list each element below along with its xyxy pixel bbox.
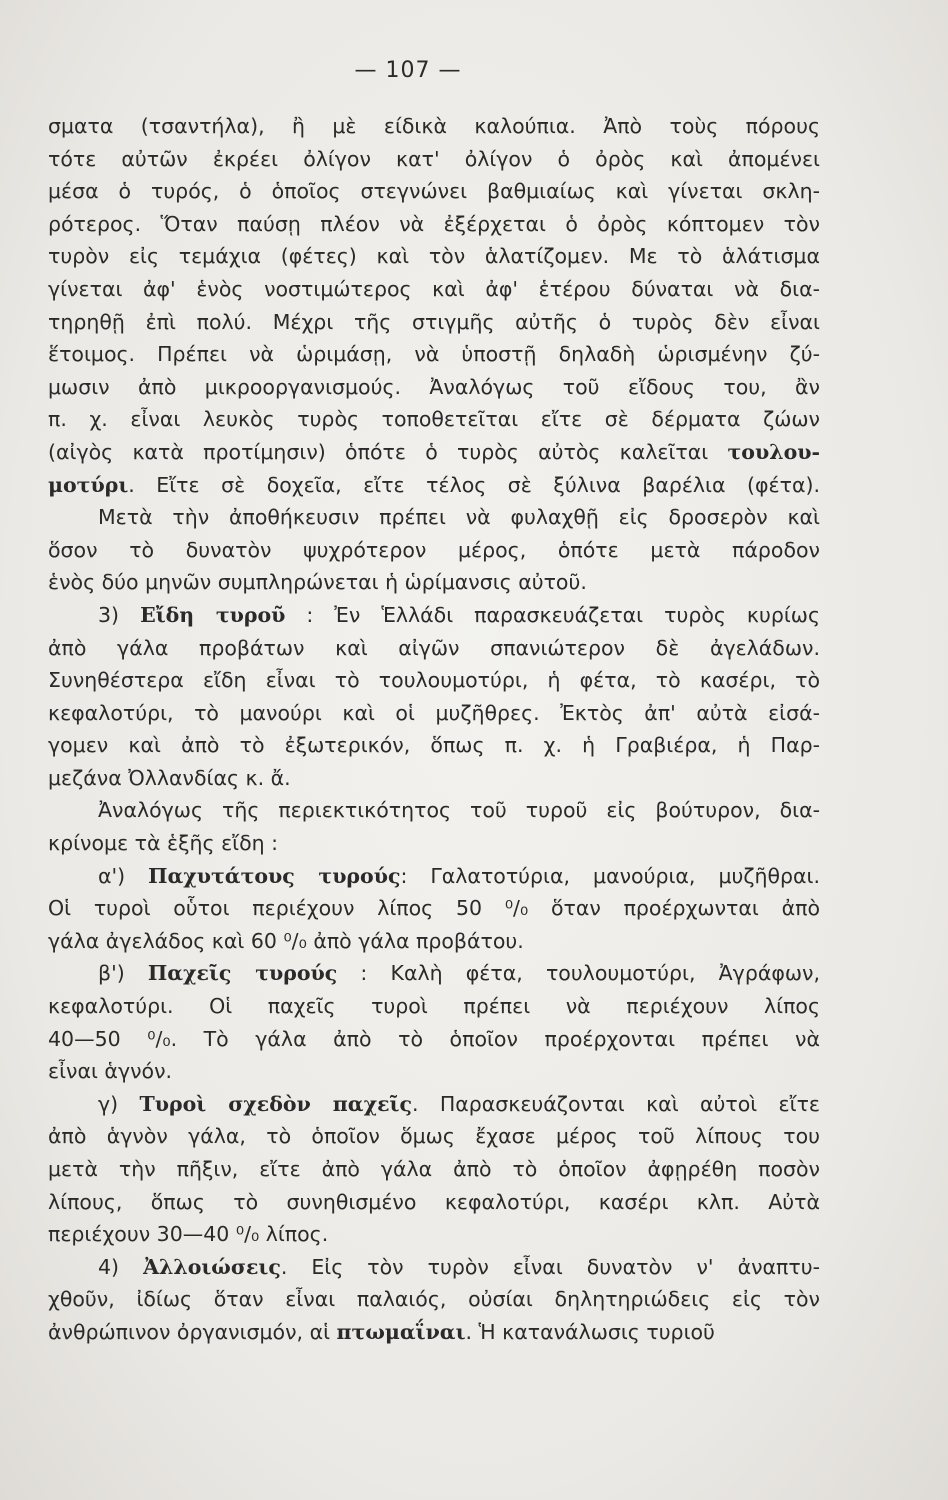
text-segment: ρότερος. Ὅταν παύσῃ πλέον νὰ ἐξέρχεται ὁ ὀρὸς κόπτομεν τὸν	[48, 211, 820, 236]
body-text	[48, 110, 820, 1349]
text-segment: β')	[98, 961, 148, 986]
text-line	[48, 794, 820, 827]
text-segment: σματα (τσαντήλα), ἢ μὲ είδικὰ καλούπια. Ἀπὸ τοὺς πόρους	[48, 114, 820, 138]
text-segment: λίπους, ὅπως τὸ συνηθισμένο κεφαλοτύρι, κασέρι κλπ. Αὐτὰ	[48, 1189, 820, 1214]
text-segment: μωσιν ἀπὸ μικροοργανισμούς. Ἀναλόγως τοῦ εἴδους του, ἂν	[48, 374, 820, 399]
text-line	[48, 175, 820, 208]
text-segment: περιέχουν 30—40 ⁰/₀ λίπος.	[48, 1222, 329, 1247]
text-segment: (αἰγὸς κατὰ προτίμησιν) ὁπότε ὁ τυρὸς αὐτὸς καλεῖται	[48, 439, 728, 464]
text-segment: κρίνομε τὰ ἑξῆς εἴδη :	[48, 831, 279, 856]
text-segment: . Παρασκευάζονται καὶ αὐτοὶ εἴτε	[411, 1091, 820, 1116]
page-number: — 107 —	[354, 58, 462, 83]
text-segment: ἕτοιμος. Πρέπει νὰ ὡριμάσῃ, νὰ ὑποστῇ δηλαδὴ ὡρισμένην ζύ-	[48, 342, 820, 367]
text-segment: ὅσον τὸ δυνατὸν ψυχρότερον μέρος, ὁπότε μετὰ πάροδον	[48, 537, 820, 562]
text-segment: εἶναι ἁγνόν.	[48, 1059, 173, 1084]
bold-term: τουλου-	[727, 439, 820, 464]
text-line	[48, 338, 820, 371]
bold-term: Παχυτάτους τυρούς	[148, 863, 401, 888]
text-segment: : Γαλατοτύρια, μανούρια, μυζῆθραι.	[400, 863, 821, 888]
text-segment: : Ἐν Ἑλλάδι παρασκευάζεται τυρὸς κυρίως	[285, 602, 821, 627]
text-segment: γ)	[98, 1091, 140, 1116]
text-line	[48, 925, 820, 958]
text-line	[48, 534, 820, 567]
text-segment: Ἀναλόγως τῆς περιεκτικότητος τοῦ τυροῦ εἰς βούτυρον, δια-	[98, 798, 820, 823]
text-segment: Μετὰ τὴν ἀποθήκευσιν πρέπει νὰ φυλαχθῇ εἰς δροσερὸν καὶ	[98, 505, 820, 530]
bold-term: Τυροὶ σχεδὸν παχεῖς	[139, 1091, 412, 1116]
text-segment: μετὰ τὴν πῆξιν, εἴτε ἀπὸ γάλα ἀπὸ τὸ ὁποῖον ἀφῃρέθη ποσὸν	[48, 1157, 820, 1181]
text-line	[48, 957, 820, 990]
text-segment: 3)	[98, 602, 141, 627]
text-line	[48, 143, 820, 176]
bold-term: Ἀλλοιώσεις	[143, 1254, 281, 1279]
text-line	[48, 1153, 820, 1186]
text-segment: . Εἰς τὸν τυρὸν εἶναι δυνατὸν ν' ἀναπτυ-	[280, 1254, 820, 1279]
text-segment: τυρὸν εἰς τεμάχια (φέτες) καὶ τὸν ἁλατίζομεν. Με τὸ ἁλάτισμα	[48, 244, 820, 269]
text-line	[48, 729, 820, 762]
text-segment: τηρηθῇ ἐπὶ πολύ. Μέχρι τῆς στιγμῆς αὐτῆς ὁ τυρὸς δὲν εἶναι	[48, 309, 820, 334]
text-segment: Οἱ τυροὶ οὗτοι περιέχουν λίπος 50 ⁰/₀ ὅταν προέρχωνται ἀπὸ	[48, 896, 820, 921]
text-line	[48, 892, 820, 925]
text-segment: ἀπὸ γάλα προβάτων καὶ αἰγῶν σπανιώτερον δὲ ἀγελάδων.	[48, 635, 820, 660]
text-segment: γίνεται ἀφ' ἑνὸς νοστιμώτερος καὶ ἀφ' ἑτέρου δύναται νὰ δια-	[48, 276, 820, 301]
text-line	[48, 664, 820, 697]
text-line	[48, 501, 820, 534]
text-line	[48, 697, 820, 730]
text-line	[48, 1283, 820, 1316]
text-line	[48, 208, 820, 241]
text-line	[48, 860, 820, 893]
text-line	[48, 762, 820, 795]
text-line	[48, 599, 820, 632]
text-line	[48, 436, 820, 469]
bold-term: πτωμαΐναι	[336, 1319, 466, 1344]
text-line	[48, 1088, 820, 1121]
text-segment: ἀπὸ ἁγνὸν γάλα, τὸ ὁποῖον ὅμως ἔχασε μέρος τοῦ λίπους του	[48, 1124, 820, 1149]
bold-term: μοτύρι	[48, 472, 129, 497]
text-line	[48, 371, 820, 404]
bold-term: Παχεῖς τυρούς	[147, 961, 338, 986]
text-line	[48, 1023, 820, 1056]
text-segment: μέσα ὁ τυρός, ὁ ὁποῖος στεγνώνει βαθμιαίως καὶ γίνεται σκλη-	[48, 179, 820, 204]
text-line	[48, 990, 820, 1023]
text-segment: : Καλὴ φέτα, τουλουμοτύρι, Ἀγράφων,	[337, 961, 821, 986]
text-line	[48, 273, 820, 306]
text-segment: τότε αὐτῶν ἐκρέει ὀλίγον κατ' ὀλίγον ὁ ὀρὸς καὶ ἀπομένει	[48, 146, 820, 171]
text-segment: 40—50 ⁰/₀. Τὸ γάλα ἀπὸ τὸ ὁποῖον προέρχονται πρέπει νὰ	[48, 1026, 820, 1051]
text-segment: κεφαλοτύρι, τὸ μανούρι καὶ οἱ μυζῆθρες. Ἐκτὸς ἀπ' αὐτὰ εἰσά-	[48, 700, 820, 725]
text-line	[48, 566, 820, 599]
text-segment: γάλα ἀγελάδος καὶ 60 ⁰/₀ ἀπὸ γάλα προβάτου.	[48, 928, 524, 953]
text-line	[48, 240, 820, 273]
text-segment: ἀνθρώπινον ὀργανισμόν, αἱ	[48, 1319, 337, 1344]
text-line	[48, 1218, 820, 1251]
text-segment: κεφαλοτύρι. Οἱ παχεῖς τυροὶ πρέπει νὰ περιέχουν λίπος	[48, 994, 820, 1019]
text-segment: γομεν καὶ ἀπὸ τὸ ἐξωτερικόν, ὅπως π. χ. ἡ Γραβιέρα, ἡ Παρ-	[48, 733, 820, 758]
text-line	[48, 469, 820, 502]
text-line	[48, 110, 820, 143]
text-line	[48, 1055, 820, 1088]
text-segment: . Ἡ κατανάλωσις τυριοῦ	[465, 1319, 715, 1344]
text-segment: Συνηθέστερα εἴδη εἶναι τὸ τουλουμοτύρι, ἡ φέτα, τὸ κασέρι, τὸ	[48, 668, 820, 693]
text-segment: χθοῦν, ἰδίως ὅταν εἶναι παλαιός, οὐσίαι δηλητηριώδεις εἰς τὸν	[48, 1287, 820, 1312]
text-line	[48, 1251, 820, 1284]
text-line	[48, 1120, 820, 1153]
text-line	[48, 1316, 820, 1349]
text-segment: 4)	[98, 1254, 144, 1279]
text-line	[48, 403, 820, 436]
text-line	[48, 632, 820, 665]
text-segment: π. χ. εἶναι λευκὸς τυρὸς τοποθετεῖται εἴτε σὲ δέρματα ζώων	[48, 407, 820, 432]
text-segment: ἑνὸς δύο μηνῶν συμπληρώνεται ἡ ὡρίμανσις αὐτοῦ.	[48, 570, 587, 595]
text-segment: . Εἴτε σὲ δοχεῖα, εἴτε τέλος σὲ ξύλινα βαρέλια (φέτα).	[128, 472, 820, 497]
text-line	[48, 306, 820, 339]
text-segment: μεζάνα Ὀλλανδίας κ. ἄ.	[48, 765, 291, 790]
text-segment: α')	[98, 863, 149, 888]
text-line	[48, 1186, 820, 1219]
text-line	[48, 827, 820, 860]
bold-term: Εἴδη τυροῦ	[140, 602, 286, 627]
